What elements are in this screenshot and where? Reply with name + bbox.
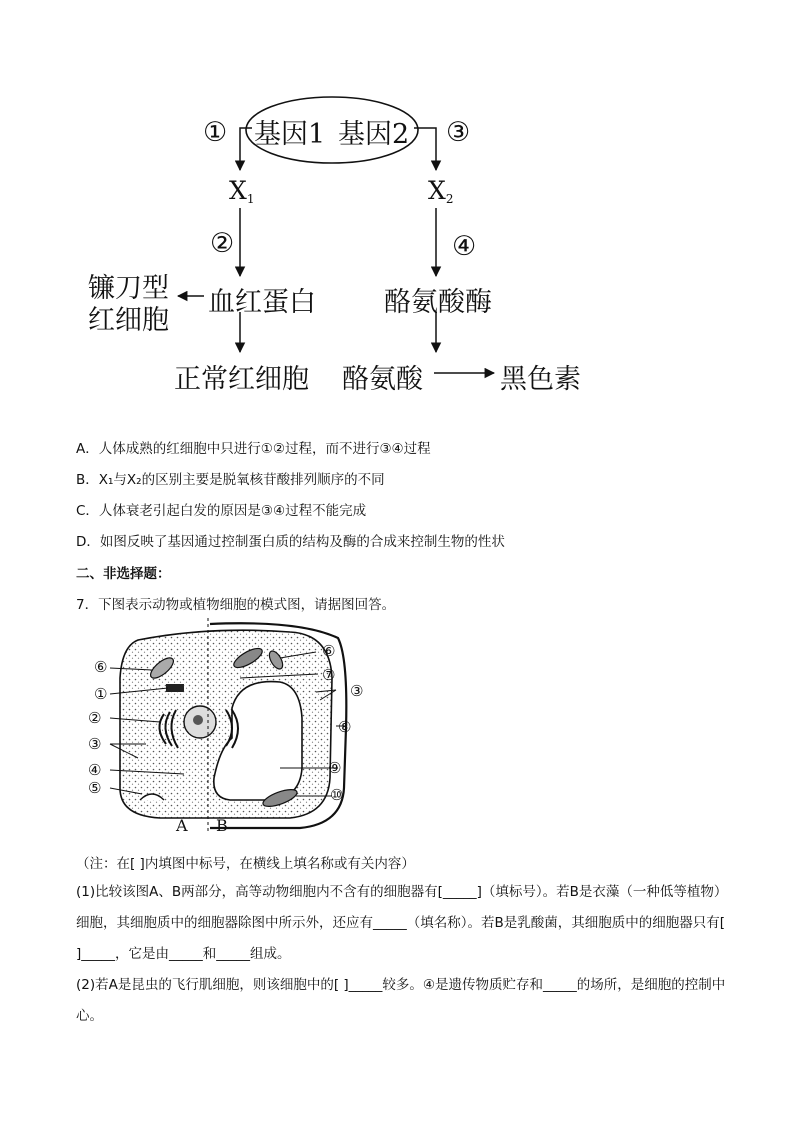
- gene2-label: 基因2: [338, 119, 410, 150]
- part-b-label: B: [216, 816, 228, 835]
- step1-marker: ①: [203, 117, 228, 148]
- step3-marker: ③: [446, 117, 471, 148]
- step4-marker: ④: [452, 231, 477, 262]
- cell-label-6-right: ⑥: [322, 642, 336, 660]
- sickle-label-line2: 红细胞: [88, 305, 169, 336]
- x1-label: $X_1$: [229, 176, 255, 206]
- cell-label-7: ⑦: [322, 666, 336, 684]
- pathway-lines: [0, 0, 794, 400]
- gene1-label: 基因1: [254, 119, 326, 150]
- option-d: D．如图反映了基因通过控制蛋白质的结构及酶的合成来控制生物的性状: [76, 534, 505, 550]
- option-a: A．人体成熟的红细胞中只进行①②过程，而不进行③④过程: [76, 441, 431, 457]
- option-c: C．人体衰老引起白发的原因是③④过程不能完成: [76, 503, 367, 519]
- fill-note: （注：在[ ]内填图中标号，在横线上填名称或有关内容）: [76, 856, 415, 872]
- cell-label-6-left: ⑥: [94, 658, 108, 676]
- melanin-label: 黑色素: [500, 364, 581, 395]
- tyrosine-label: 酪氨酸: [342, 364, 423, 395]
- cell-label-4: ④: [88, 761, 102, 779]
- cell-label-3-left: ③: [88, 735, 102, 753]
- section-title: 二、非选择题：: [76, 566, 171, 582]
- cell-label-10: ⑩: [330, 786, 344, 804]
- x2-label: $X_2$: [428, 176, 454, 206]
- question-7-1: (1)比较该图A、B两部分，高等动物细胞内不含有的细胞器有[_____]（填标号）。若B是衣藻（一种低等植物）细胞，其细胞质中的细胞器除图中所示外，还应有_____（填名称）。若B是乳酸菌，其细胞质中的细胞器只有[ ]_____，它是由_____和_____组成。: [76, 884, 726, 962]
- sickle-label-line1: 镰刀型: [88, 273, 169, 304]
- part-a-label: A: [176, 816, 188, 835]
- cell-label-5: ⑤: [88, 779, 102, 797]
- normal-rbc-label: 正常红细胞: [174, 364, 309, 395]
- cell-label-2: ②: [88, 709, 102, 727]
- step2-marker: ②: [210, 228, 235, 259]
- cell-label-1: ①: [94, 685, 108, 703]
- question-7: 7．下图表示动物或植物细胞的模式图，请据图回答。: [76, 597, 396, 613]
- cell-label-8: ⑧: [338, 718, 352, 736]
- hemoglobin-label: 血红蛋白: [208, 287, 316, 318]
- cell-label-3-right: ③: [350, 682, 364, 700]
- tyrosinase-label: 酪氨酸酶: [384, 287, 492, 318]
- question-7-2: (2)若A是昆虫的飞行肌细胞，则该细胞中的[ ]_____较多。④是遗传物质贮存和_____的场所，是细胞的控制中心。: [76, 977, 726, 1024]
- cell-label-9: ⑨: [328, 759, 342, 777]
- option-b: B．X₁与X₂的区别主要是脱氧核苷酸排列顺序的不同: [76, 472, 385, 488]
- nucleolus: [193, 715, 203, 725]
